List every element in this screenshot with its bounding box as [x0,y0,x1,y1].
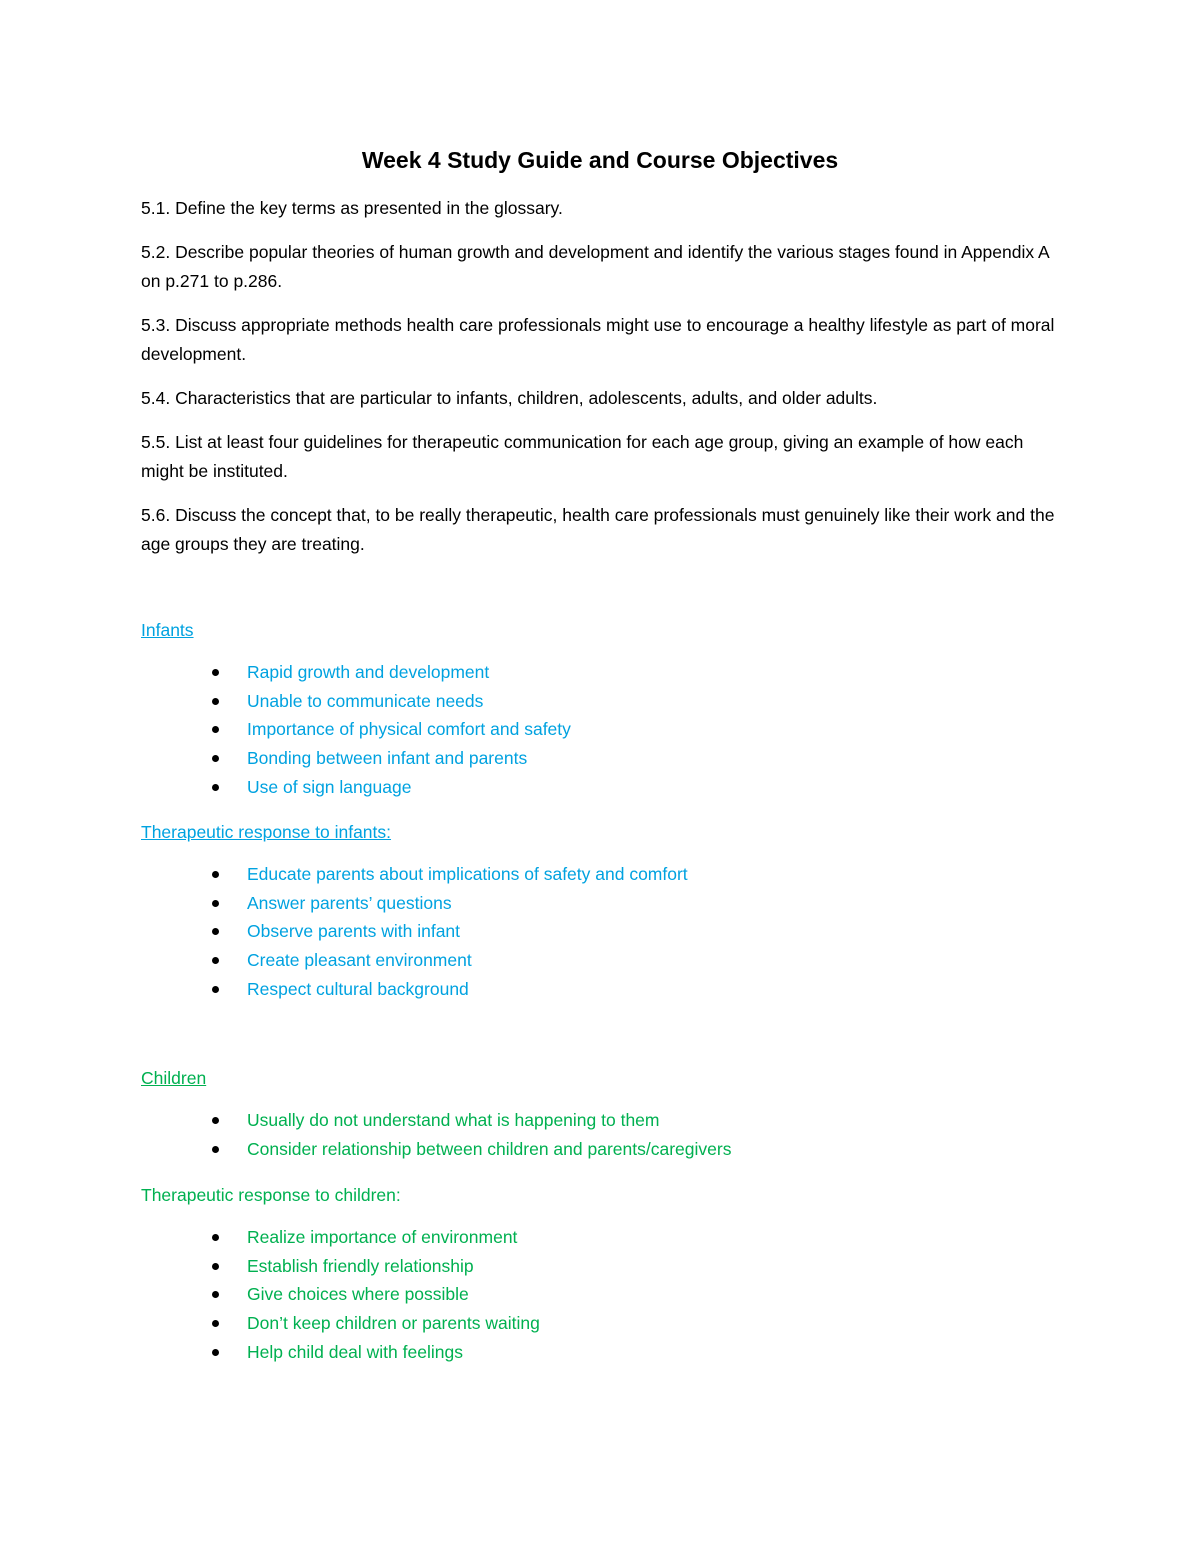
children-list [141,1106,1061,1163]
page-title: Week 4 Study Guide and Course Objectives [361,147,839,173]
list-item-text: Give choices where possible [247,1284,469,1305]
bullet-icon [212,1291,219,1298]
infants-response-heading: Therapeutic response to infants: [141,822,392,842]
objective-text: Discuss appropriate methods health care professionals might use to encourage a healthy lifestyle as part of moral development. [141,315,1055,364]
infants-response-section [141,818,1061,1004]
list-item-text: Establish friendly relationship [247,1255,474,1276]
objective-text: Discuss the concept that, to be really therapeutic, health care professionals must genuinely like their work and the age groups they are treating. [141,505,1055,554]
objective-5-5 [141,428,1061,486]
objective-number: 5.6. [141,505,171,525]
list-item-text: Rapid growth and development [247,662,490,682]
bullet-icon [212,669,219,676]
bullet-icon [212,900,219,907]
bullet-icon [212,1320,219,1327]
infants-heading: Infants [141,620,194,640]
children-response-list [141,1223,1061,1367]
bullet-icon [212,1146,219,1153]
objective-5-4 [141,384,1061,413]
bullet-icon [212,957,219,964]
list-item-text: Create pleasant environment [247,950,472,971]
list-item [141,1223,1061,1252]
list-item-text: Observe parents with infant [247,921,461,942]
list-item-text: Consider relationship between children and parents/caregivers [247,1138,732,1159]
list-item-text: Bonding between infant and parents [247,748,528,769]
bullet-icon [212,755,219,762]
list-item-text: Help child deal with feelings [247,1341,463,1362]
list-item [141,917,1061,946]
objective-number: 5.3. [141,315,171,335]
list-item [141,715,1061,744]
list-item [141,946,1061,975]
bullet-icon [212,928,219,935]
list-item [141,1280,1061,1309]
list-item-text: Importance of physical comfort and safety [247,719,571,740]
children-heading: Children [141,1068,207,1088]
objective-text: Define the key terms as presented in the glossary. [170,198,563,218]
list-item-text: Educate parents about implications of safety and comfort [247,864,688,884]
children-section [141,1064,1061,1163]
objective-number: 5.4. [141,388,171,408]
objective-5-2 [141,238,1061,296]
objective-5-1 [141,194,1061,223]
bullet-icon [212,698,219,705]
objective-number: 5.1. [141,198,171,218]
objective-5-6 [141,501,1061,559]
objective-number: 5.2. [141,242,171,262]
objective-text: Describe popular theories of human growth and development and identify the various stages found in Appendix A on p.271 to p.286. [141,242,1049,291]
list-item [141,1252,1061,1281]
list-item-text: Use of sign language [247,776,412,797]
bullet-icon [212,1263,219,1270]
objective-5-3 [141,311,1061,369]
bullet-icon [212,726,219,733]
list-item-text: Realize importance of environment [247,1227,518,1247]
infants-section [141,616,1061,802]
list-item-text: Respect cultural background [247,978,469,999]
list-item [141,687,1061,716]
bullet-icon [212,1349,219,1356]
objective-text: Characteristics that are particular to infants, children, adolescents, adults, and older adults. [170,388,878,408]
list-item [141,1106,1061,1135]
list-item-text: Unable to communicate needs [247,690,484,711]
infants-response-list [141,860,1061,1004]
objective-number: 5.5. [141,432,171,452]
list-item [141,860,1061,889]
list-item [141,975,1061,1004]
infants-list [141,658,1061,802]
bullet-icon [212,1117,219,1124]
list-item [141,1309,1061,1338]
children-response-section [141,1181,1061,1367]
bullet-icon [212,871,219,878]
bullet-icon [212,784,219,791]
list-item-text: Answer parents’ questions [247,892,452,913]
bullet-icon [212,1234,219,1241]
list-item [141,658,1061,687]
list-item-text: Usually do not understand what is happening to them [247,1110,660,1130]
list-item [141,1338,1061,1367]
list-item [141,773,1061,802]
children-response-heading: Therapeutic response to children: [141,1185,401,1205]
objectives-list [141,194,1061,574]
list-item [141,889,1061,918]
list-item [141,1135,1061,1164]
bullet-icon [212,986,219,993]
objective-text: List at least four guidelines for therapeutic communication for each age group, giving an example of how each might be instituted. [141,432,1024,481]
list-item [141,744,1061,773]
list-item-text: Don’t keep children or parents waiting [247,1313,540,1334]
